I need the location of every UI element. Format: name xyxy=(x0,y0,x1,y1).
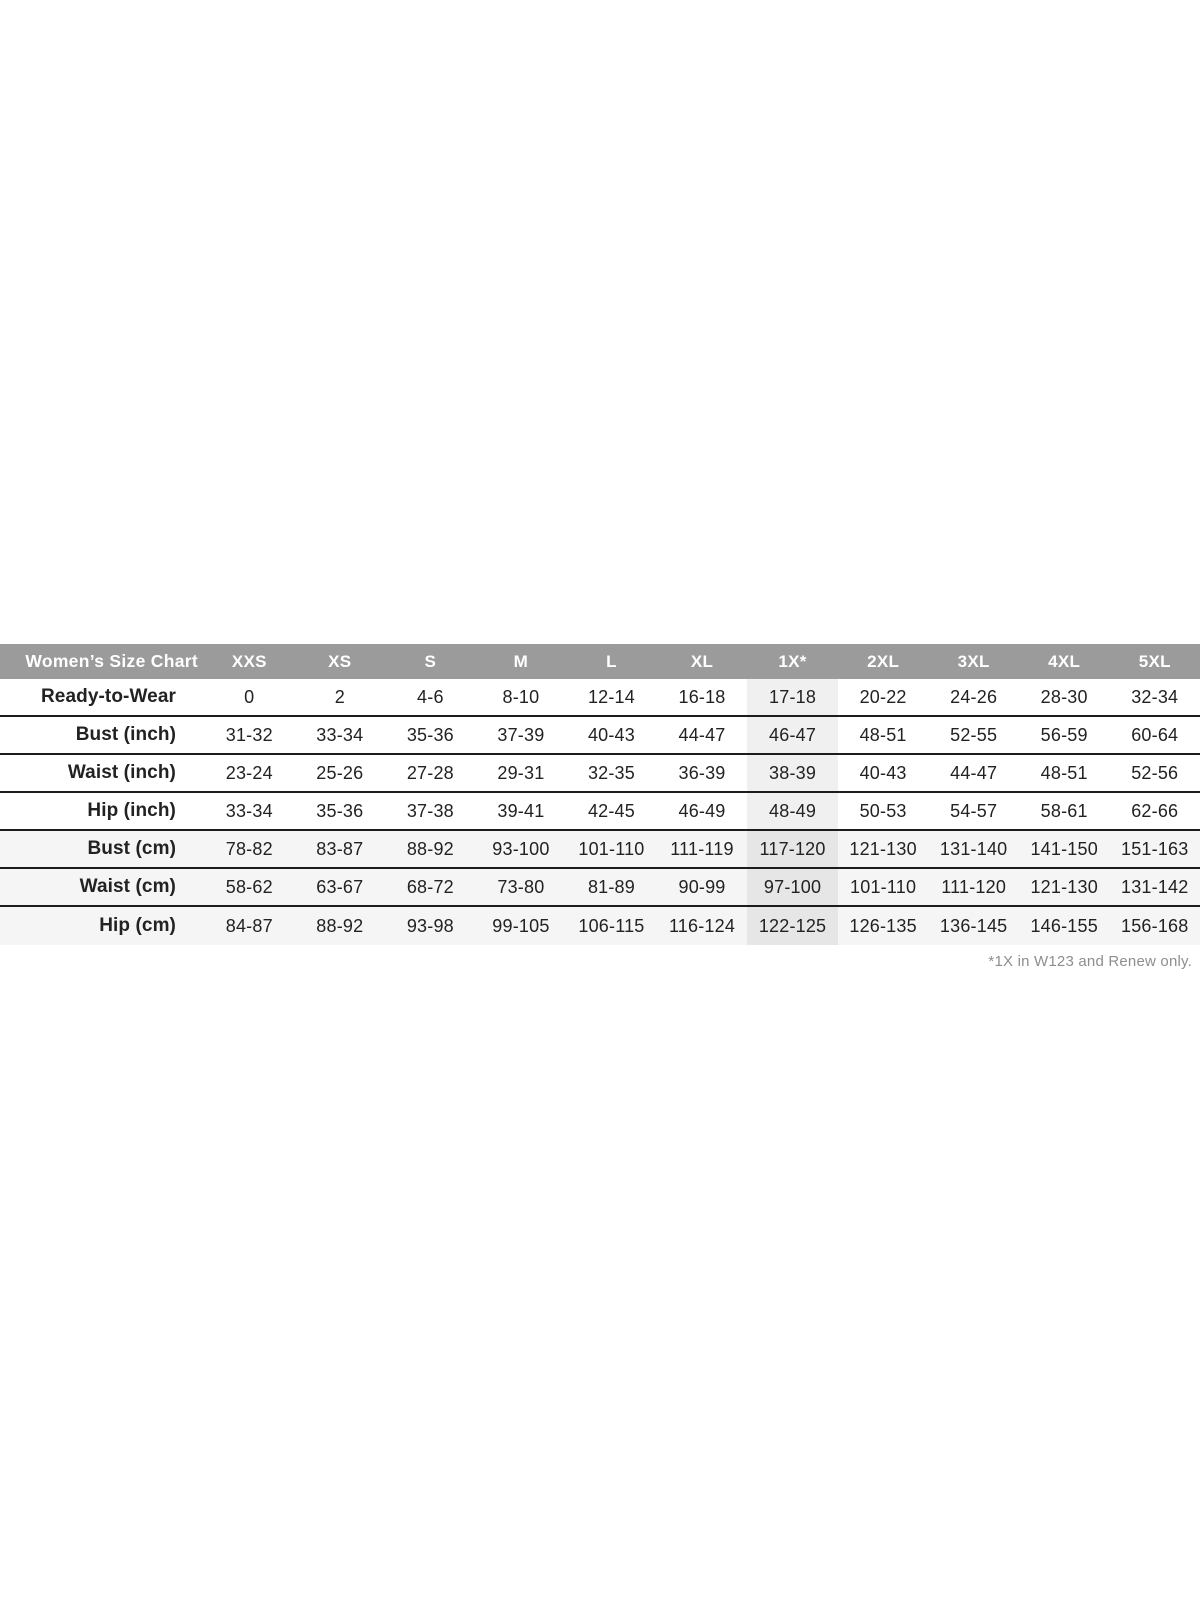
table-row-ready-to-wear xyxy=(0,679,1200,717)
size-cell: 84-87 xyxy=(225,915,273,936)
size-cell: 121-130 xyxy=(1030,876,1098,897)
table-header-row xyxy=(0,644,1200,679)
size-column-header-xxs: XXS xyxy=(231,651,267,671)
size-cell: 93-100 xyxy=(492,838,550,859)
size-cell: 33-34 xyxy=(225,800,273,821)
size-cell: 56-59 xyxy=(1040,724,1088,745)
table-row-bust-inch xyxy=(0,717,1200,755)
size-cell: 88-92 xyxy=(316,915,364,936)
size-cell: 106-115 xyxy=(578,915,645,936)
size-cell: 8-10 xyxy=(502,686,540,707)
size-cell-1x-highlighted: 38-39 xyxy=(747,755,838,791)
size-cell: 40-43 xyxy=(587,724,635,745)
size-cell: 136-145 xyxy=(939,915,1008,936)
size-cell: 68-72 xyxy=(406,876,454,897)
size-cell: 12-14 xyxy=(587,686,635,707)
size-cell: 54-57 xyxy=(950,800,998,821)
size-cell-1x-highlighted: 122-125 xyxy=(747,907,838,945)
size-cell: 101-110 xyxy=(850,876,917,897)
size-cell: 93-98 xyxy=(406,915,454,936)
size-cell: 31-32 xyxy=(225,724,273,745)
size-cell: 99-105 xyxy=(492,915,550,936)
size-cell: 111-120 xyxy=(941,876,1007,897)
size-cell: 62-66 xyxy=(1131,800,1179,821)
row-label: Bust (inch) xyxy=(75,724,176,745)
row-label: Hip (cm) xyxy=(99,915,176,936)
row-label: Hip (inch) xyxy=(87,800,176,821)
size-cell: 141-150 xyxy=(1030,838,1098,859)
size-cell: 27-28 xyxy=(406,762,454,783)
size-cell: 81-89 xyxy=(587,876,635,897)
size-column-header-l: L xyxy=(606,651,617,671)
size-cell: 4-6 xyxy=(417,686,444,707)
table-title: Women’s Size Chart xyxy=(25,651,198,671)
size-cell: 146-155 xyxy=(1030,915,1098,936)
size-cell: 58-62 xyxy=(225,876,273,897)
size-cell: 42-45 xyxy=(587,800,635,821)
row-label: Waist (cm) xyxy=(79,876,176,897)
size-column-header-xl: XL xyxy=(690,651,714,671)
size-cell: 23-24 xyxy=(225,762,273,783)
size-column-header-3xl: 3XL xyxy=(957,651,990,671)
size-cell-1x-highlighted: 117-120 xyxy=(747,831,838,867)
size-cell: 46-49 xyxy=(678,800,726,821)
size-column-header-5xl: 5XL xyxy=(1138,651,1171,671)
row-label: Bust (cm) xyxy=(87,838,176,859)
size-cell: 90-99 xyxy=(678,876,726,897)
size-cell-1x-highlighted: 17-18 xyxy=(747,679,838,715)
size-cell: 52-56 xyxy=(1131,762,1179,783)
size-cell: 2 xyxy=(334,686,345,707)
table-row-hip-cm xyxy=(0,907,1200,945)
size-cell: 88-92 xyxy=(406,838,454,859)
size-column-header-s: S xyxy=(424,651,437,671)
size-cell: 28-30 xyxy=(1040,686,1088,707)
size-cell: 0 xyxy=(244,686,255,707)
size-cell: 48-51 xyxy=(1040,762,1088,783)
womens-size-chart-table xyxy=(0,644,1200,970)
size-column-header-1x: 1X* xyxy=(778,651,807,671)
size-cell: 35-36 xyxy=(406,724,454,745)
size-cell: 131-142 xyxy=(1121,876,1189,897)
table-row-waist-inch xyxy=(0,755,1200,793)
size-cell: 131-140 xyxy=(939,838,1008,859)
size-cell: 151-163 xyxy=(1121,838,1189,859)
size-cell: 78-82 xyxy=(225,838,273,859)
size-column-header-2xl: 2XL xyxy=(867,651,900,671)
table-row-bust-cm xyxy=(0,831,1200,869)
size-cell: 73-80 xyxy=(497,876,545,897)
size-cell-1x-highlighted: 97-100 xyxy=(747,869,838,905)
size-cell: 63-67 xyxy=(316,876,364,897)
size-cell: 32-35 xyxy=(587,762,635,783)
size-cell: 36-39 xyxy=(678,762,726,783)
footnote-1x-availability: *1X in W123 and Renew only. xyxy=(988,953,1192,970)
size-cell: 16-18 xyxy=(678,686,726,707)
table-row-waist-cm xyxy=(0,869,1200,907)
size-cell: 33-34 xyxy=(316,724,364,745)
size-cell: 32-34 xyxy=(1131,686,1179,707)
row-label: Ready-to-Wear xyxy=(40,686,176,707)
size-cell: 101-110 xyxy=(578,838,645,859)
size-cell: 37-39 xyxy=(497,724,545,745)
size-cell: 126-135 xyxy=(849,915,917,936)
size-cell: 25-26 xyxy=(316,762,364,783)
size-cell-1x-highlighted: 48-49 xyxy=(747,793,838,829)
size-cell: 40-43 xyxy=(859,762,907,783)
size-column-header-xs: XS xyxy=(328,651,352,671)
size-cell: 44-47 xyxy=(678,724,726,745)
size-cell: 44-47 xyxy=(950,762,998,783)
size-cell: 50-53 xyxy=(859,800,907,821)
size-cell: 37-38 xyxy=(406,800,454,821)
size-cell: 111-119 xyxy=(670,838,734,859)
size-cell: 52-55 xyxy=(950,724,998,745)
size-cell: 39-41 xyxy=(497,800,545,821)
size-cell: 116-124 xyxy=(668,915,736,936)
size-cell: 48-51 xyxy=(859,724,907,745)
size-cell: 156-168 xyxy=(1121,915,1189,936)
size-column-header-4xl: 4XL xyxy=(1048,651,1081,671)
size-cell: 58-61 xyxy=(1040,800,1088,821)
size-cell: 83-87 xyxy=(316,838,364,859)
table-row-hip-inch xyxy=(0,793,1200,831)
size-cell: 29-31 xyxy=(497,762,545,783)
row-label: Waist (inch) xyxy=(67,762,176,783)
size-cell: 121-130 xyxy=(849,838,917,859)
size-cell: 24-26 xyxy=(950,686,998,707)
size-column-header-m: M xyxy=(513,651,529,671)
size-cell: 20-22 xyxy=(859,686,907,707)
size-cell: 35-36 xyxy=(316,800,364,821)
size-cell: 60-64 xyxy=(1131,724,1179,745)
size-cell-1x-highlighted: 46-47 xyxy=(747,717,838,753)
